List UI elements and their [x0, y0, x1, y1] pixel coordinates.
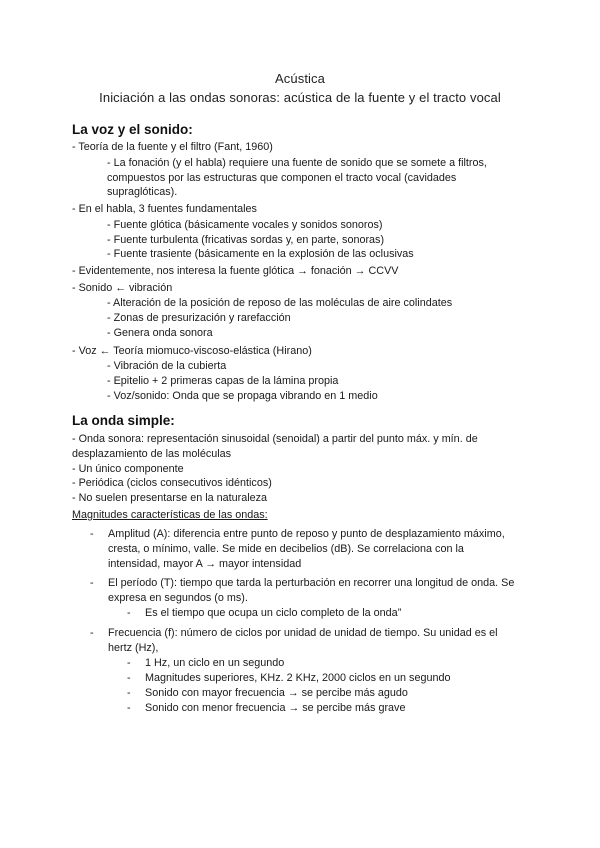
text-line: - Fuente trasiente (básicamente en la explosión de las oclusivas: [107, 248, 414, 260]
text-line: - Onda sonora: representación sinusoidal (senoidal) a partir del punto máx. y mín. de: [72, 433, 478, 445]
list-item-continuation: expresa en segundos (o ms).: [108, 592, 248, 604]
text-line: desplazamiento de las moléculas: [72, 448, 232, 460]
list-dash: -: [127, 702, 131, 714]
list-item-continuation: hertz (Hz),: [108, 642, 159, 654]
text-line: - Fuente glótica (básicamente vocales y sonidos sonoros): [107, 219, 383, 231]
text-line: - Voz ← Teoría miomuco-viscoso-elástica (Hirano): [72, 345, 312, 357]
text-line: supraglóticas).: [107, 186, 178, 198]
list-item-amplitud: Amplitud (A): diferencia entre punto de reposo y punto de desplazamiento máximo,: [108, 528, 505, 540]
text-line: - Alteración de la posición de reposo de las moléculas de aire colindates: [107, 297, 453, 309]
text-line: - Evidentemente, nos interesa la fuente glótica → fonación → CCVV: [72, 265, 399, 277]
list-subitem: Magnitudes superiores, KHz. 2 KHz, 2000 ciclos en un segundo: [145, 672, 451, 684]
section-heading-onda-simple: La onda simple:: [72, 413, 175, 428]
text-line: - Teoría de la fuente y el filtro (Fant, 1960): [72, 141, 273, 153]
section-heading-voz-sonido: La voz y el sonido:: [72, 122, 193, 137]
list-item-continuation: intensidad, mayor A → mayor intensidad: [108, 558, 302, 570]
text-line: - Voz/sonido: Onda que se propaga vibrando en 1 medio: [107, 390, 378, 402]
text-line: - Fuente turbulenta (fricativas sordas y, en parte, sonoras): [107, 234, 385, 246]
text-line: - La fonación (y el habla) requiere una fuente de sonido que se somete a filtros,: [107, 157, 487, 169]
list-item-periodo: El período (T): tiempo que tarda la perturbación en recorrer una longitud de onda. Se: [108, 577, 515, 589]
list-dash: -: [90, 627, 94, 639]
text-line: - No suelen presentarse en la naturaleza: [72, 492, 268, 504]
document-subtitle: Iniciación a las ondas sonoras: acústica de la fuente y el tracto vocal: [99, 90, 501, 105]
list-dash: -: [90, 528, 94, 540]
document-title: Acústica: [275, 71, 325, 86]
list-dash: -: [90, 577, 94, 589]
list-subitem: Sonido con mayor frecuencia → se percibe más agudo: [145, 687, 408, 699]
text-line: - Sonido ← vibración: [72, 282, 173, 294]
list-dash: -: [127, 687, 131, 699]
list-subitem: Sonido con menor frecuencia → se percibe más grave: [145, 702, 406, 714]
subheading-magnitudes: Magnitudes características de las ondas:: [72, 509, 268, 521]
list-dash: -: [127, 657, 131, 669]
text-line: compuestos por las estructuras que componen el tracto vocal (cavidades: [107, 172, 457, 184]
text-line: - Epitelio + 2 primeras capas de la lámina propia: [107, 375, 339, 387]
text-line: - Zonas de presurización y rarefacción: [107, 312, 291, 324]
list-subitem: 1 Hz, un ciclo en un segundo: [145, 657, 285, 669]
text-line: - Genera onda sonora: [107, 327, 213, 339]
list-item-frecuencia: Frecuencia (f): número de ciclos por unidad de unidad de tiempo. Su unidad es el: [108, 627, 498, 639]
text-line: - En el habla, 3 fuentes fundamentales: [72, 203, 257, 215]
list-item-continuation: cresta, o mínimo, valle. Se mide en decibelios (dB). Se correlaciona con la: [108, 543, 464, 555]
list-dash: -: [127, 672, 131, 684]
list-dash: -: [127, 607, 131, 619]
text-line: - Un único componente: [72, 463, 184, 475]
text-line: - Periódica (ciclos consecutivos idénticos): [72, 477, 272, 489]
list-subitem: Es el tiempo que ocupa un ciclo completo de la onda”: [145, 607, 402, 619]
text-line: - Vibración de la cubierta: [107, 360, 227, 372]
